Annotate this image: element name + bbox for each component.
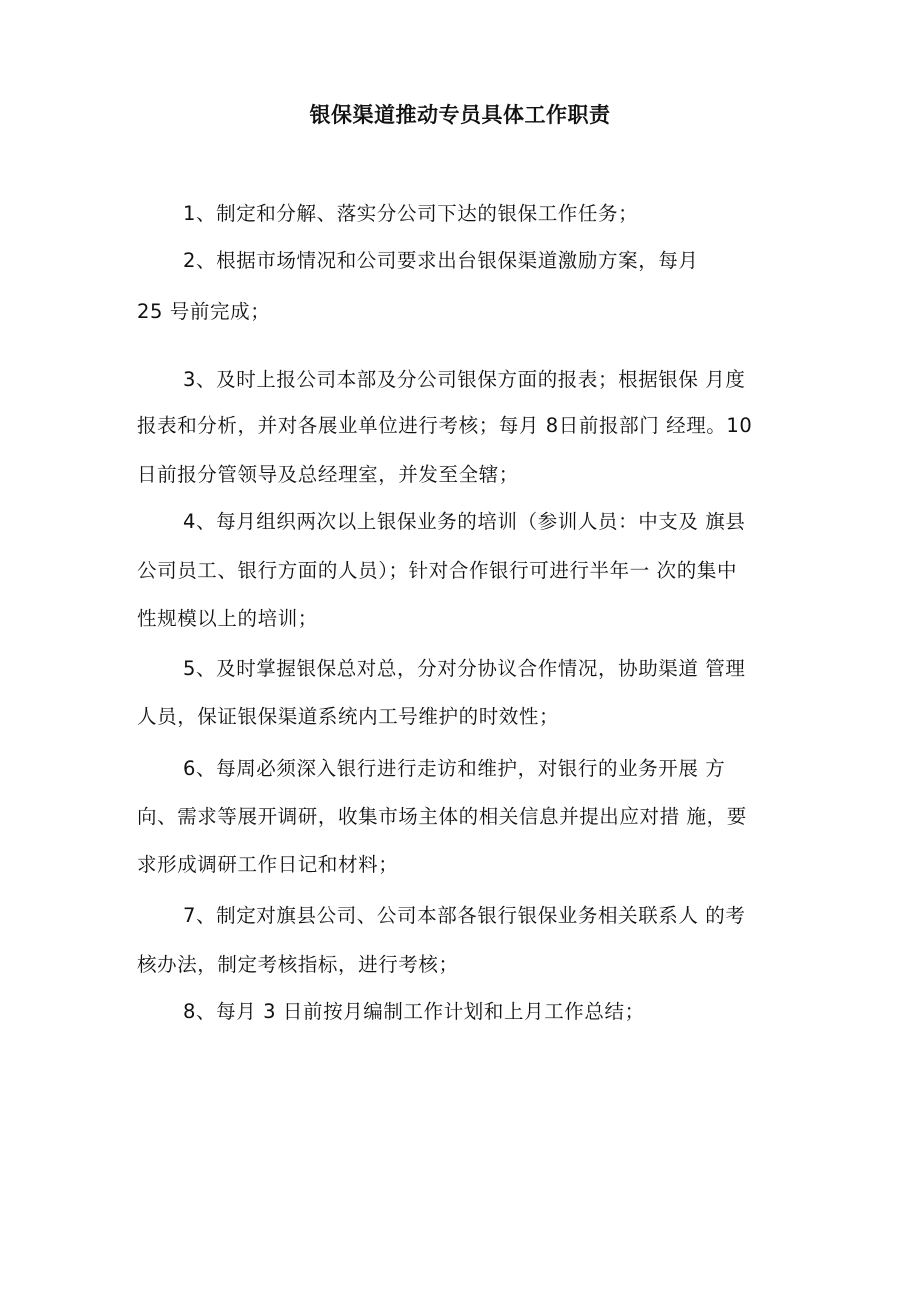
duty-2-line-1: 2、根据市场情况和公司要求出台银保渠道激励方案，每月 xyxy=(183,249,699,272)
duty-5-line-2: 人员，保证银保渠道系统内工号维护的时效性； xyxy=(137,705,560,728)
duty-4-line-2: 公司员工、银行方面的人员）；针对合作银行可进行半年一 次的集中 xyxy=(137,559,738,582)
duty-3-line-3: 日前报分管领导及总经理室，并发至全辖； xyxy=(137,463,519,486)
duty-6-line-3: 求形成调研工作日记和材料； xyxy=(137,853,399,876)
duty-4-line-3: 性规模以上的培训； xyxy=(137,607,318,630)
duty-4-line-1: 4、每月组织两次以上银保业务的培训（参训人员：中支及 旗县 xyxy=(183,510,746,533)
duty-1-line-1: 1、制定和分解、落实分公司下达的银保工作任务； xyxy=(183,202,639,225)
document-title: 银保渠道推动专员具体工作职责 xyxy=(309,103,611,127)
duty-5-line-1: 5、及时掌握银保总对总，分对分协议合作情况，协助渠道 管理 xyxy=(183,657,746,680)
duty-3-line-2: 报表和分析，并对各展业单位进行考核；每月 8日前报部门 经理。10 xyxy=(137,414,753,437)
duty-2-line-2: 25 号前完成； xyxy=(137,300,271,323)
duty-6-line-1: 6、每周必须深入银行进行走访和维护，对银行的业务开展 方 xyxy=(183,757,726,780)
duty-6-line-2: 向、需求等展开调研，收集市场主体的相关信息并提出应对措 施，要 xyxy=(137,805,747,828)
duty-3-line-1: 3、及时上报公司本部及分公司银保方面的报表；根据银保 月度 xyxy=(183,368,746,391)
duty-7-line-2: 核办法，制定考核指标，进行考核； xyxy=(137,953,459,976)
duty-8-line-1: 8、每月 3 日前按月编制工作计划和上月工作总结； xyxy=(183,1000,645,1023)
duty-7-line-1: 7、制定对旗县公司、公司本部各银行银保业务相关联系人 的考 xyxy=(183,904,746,927)
